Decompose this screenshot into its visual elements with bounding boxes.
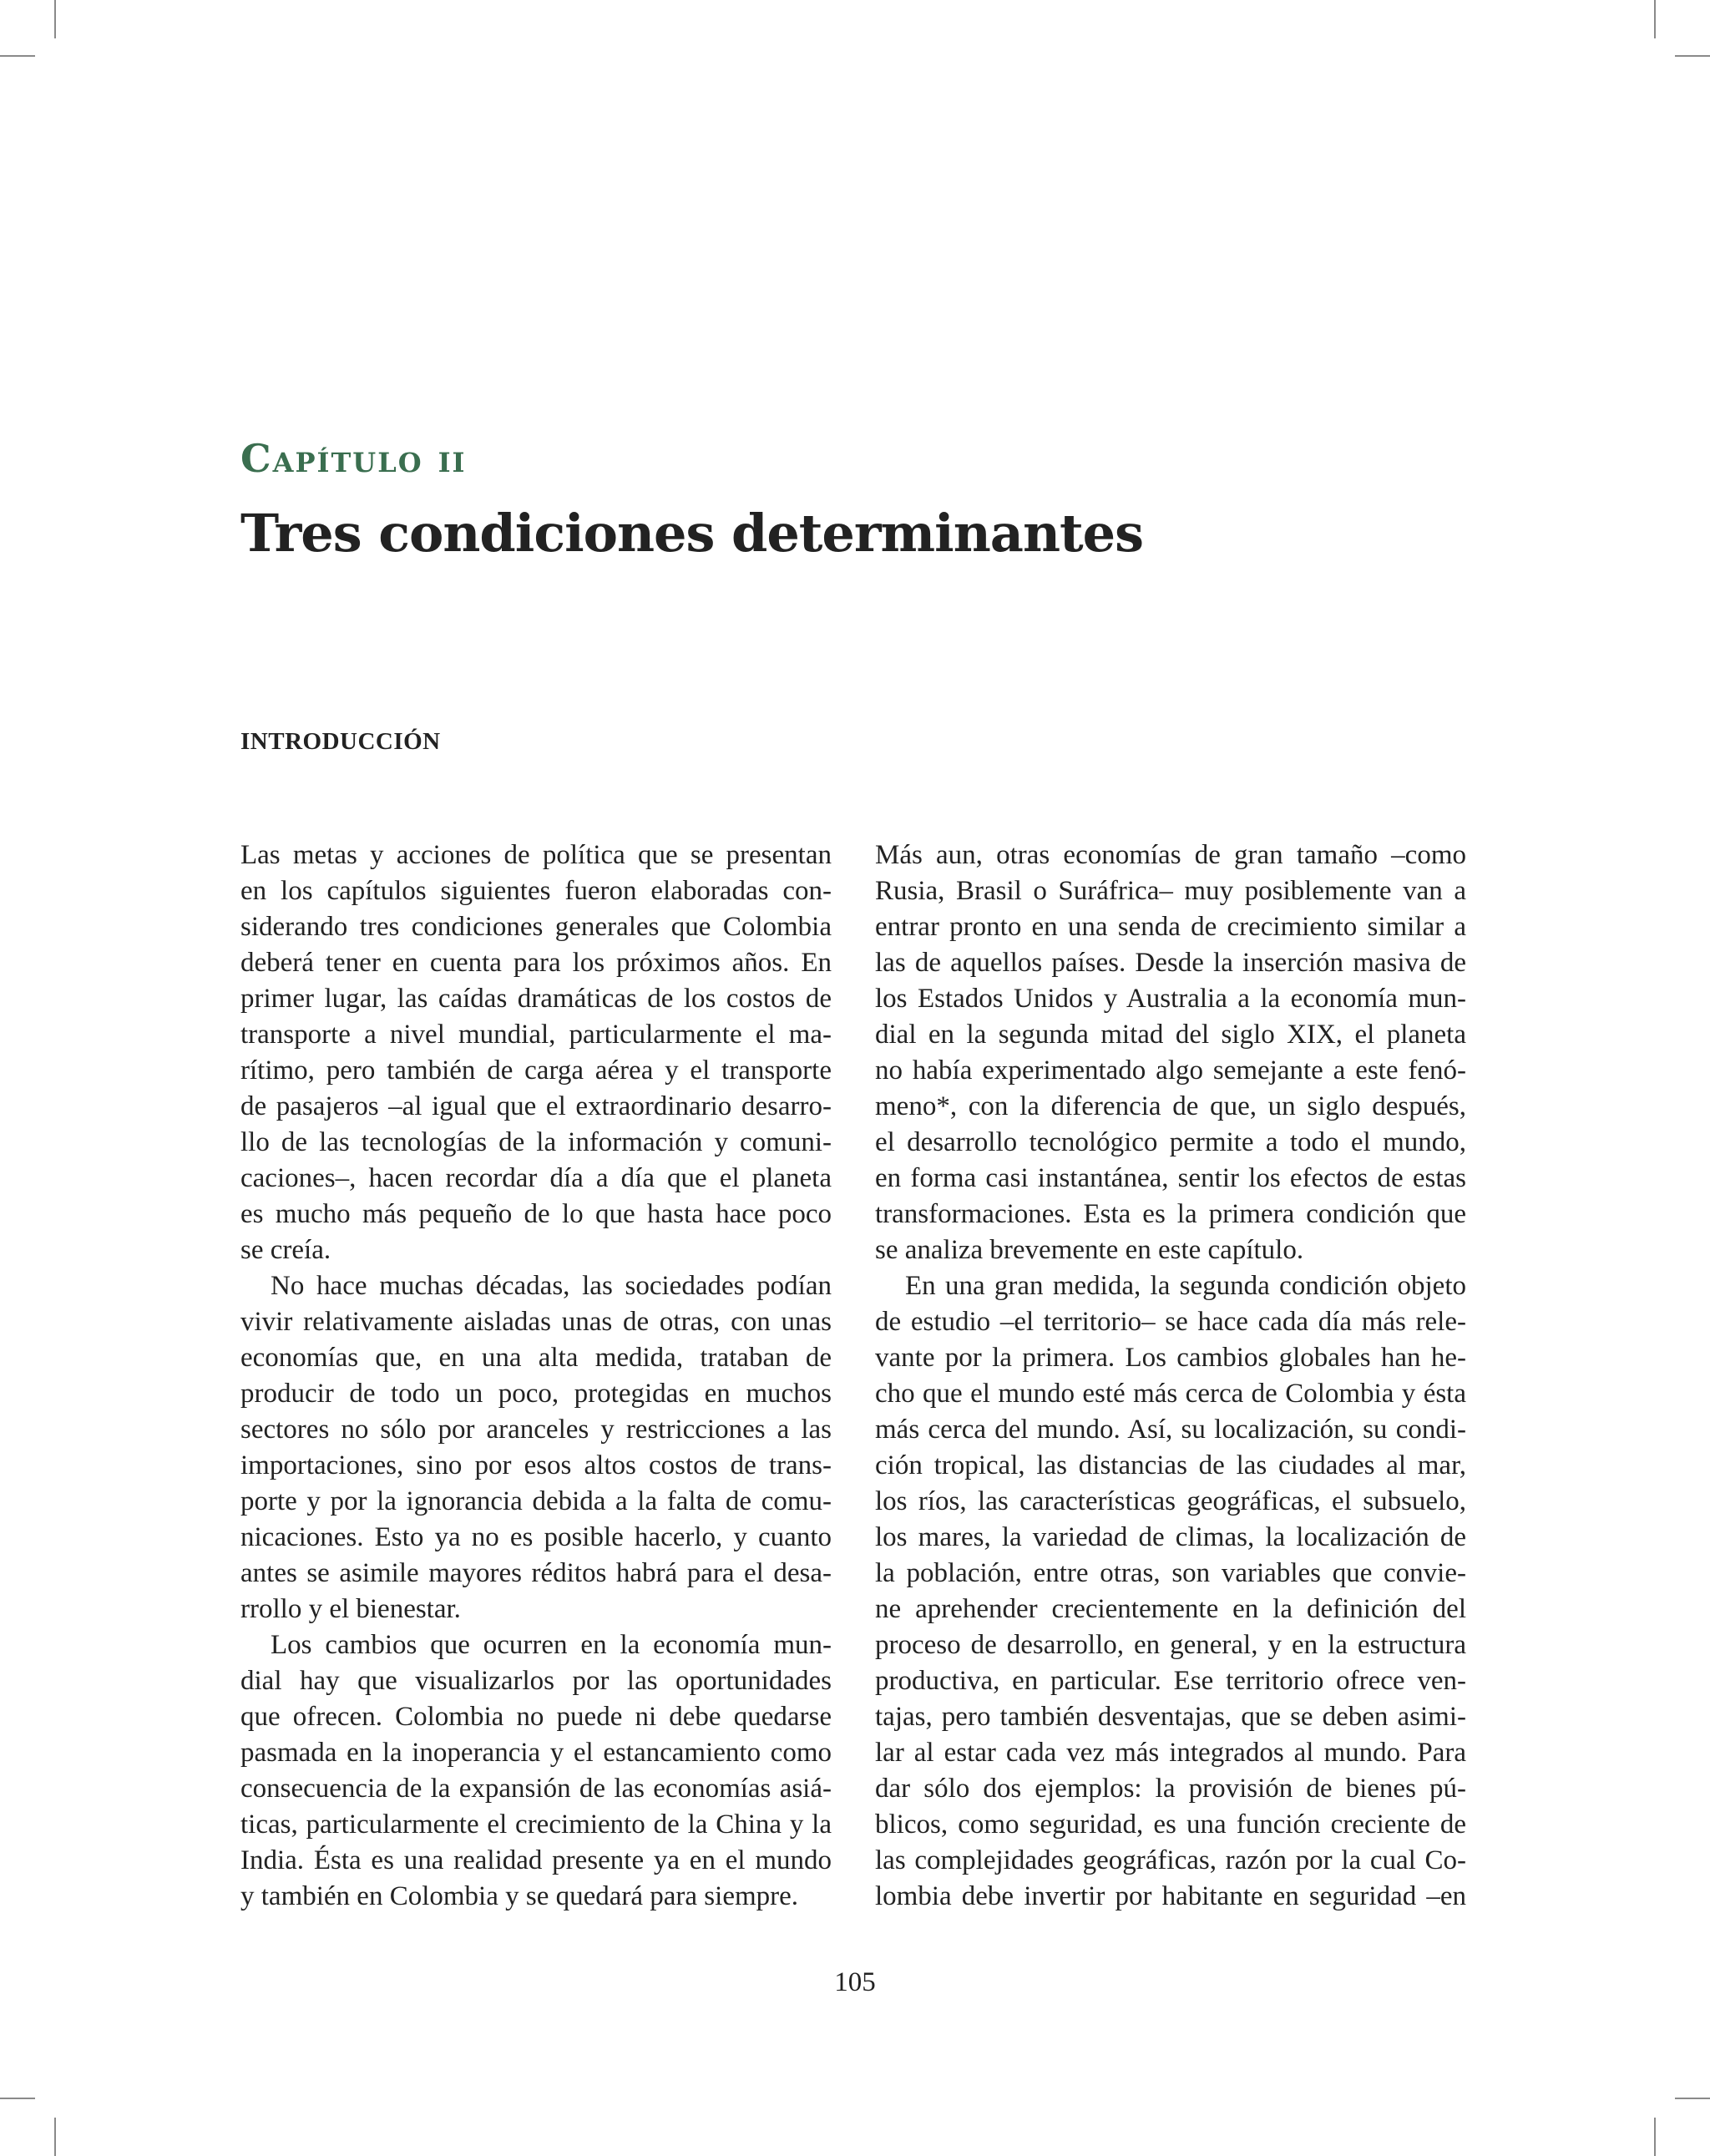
- right-column: [875, 838, 1466, 1915]
- text-line: Rusia, Brasil o Suráfrica– muy posiblemente van a: [875, 876, 1466, 906]
- text-line: primer lugar, las caídas dramáticas de los costos de: [240, 984, 832, 1014]
- text-line: dial en la segunda mitad del siglo XIX, el planeta: [875, 1020, 1466, 1050]
- text-line: más cerca del mundo. Así, su localización, su condi-: [875, 1415, 1466, 1445]
- text-line: se analiza brevemente en este capítulo.: [875, 1235, 1304, 1265]
- text-line: meno*, con la diferencia de que, un siglo después,: [875, 1091, 1466, 1121]
- crop-mark-bottom-left-h: [0, 2098, 35, 2099]
- text-line: vivir relativamente aisladas unas de otras, con unas: [240, 1307, 832, 1337]
- text-line: siderando tres condiciones generales que Colombia: [240, 912, 832, 942]
- chapter-title: Tres condiciones determinantes: [240, 503, 1144, 564]
- text-line: lombia debe invertir por habitante en seguridad –en: [875, 1881, 1466, 1911]
- text-line: sectores no sólo por aranceles y restricciones a las: [240, 1415, 832, 1445]
- crop-mark-top-right-h: [1675, 55, 1710, 57]
- text-line: dial hay que visualizarlos por las oportunidades: [240, 1666, 832, 1696]
- text-line: las complejidades geográficas, razón por la cual Co-: [875, 1845, 1466, 1875]
- text-line: es mucho más pequeño de lo que hasta hace poco: [240, 1199, 832, 1229]
- text-line: que ofrecen. Colombia no puede ni debe quedarse: [240, 1702, 832, 1732]
- text-line: de pasajeros –al igual que el extraordinario desarro-: [240, 1091, 832, 1121]
- text-line: Los cambios que ocurren en la economía mun-: [271, 1630, 832, 1660]
- text-line: porte y por la ignorancia debida a la falta de comu-: [240, 1486, 832, 1516]
- text-line: vante por la primera. Los cambios globales han he-: [875, 1343, 1466, 1373]
- text-line: se creía.: [240, 1235, 331, 1265]
- crop-mark-top-right: [1654, 0, 1656, 38]
- text-line: producir de todo un poco, protegidas en muchos: [240, 1379, 832, 1409]
- crop-mark-bottom-right-h: [1675, 2098, 1710, 2099]
- text-line: la población, entre otras, son variables que convie-: [875, 1558, 1466, 1588]
- text-line: de estudio –el territorio– se hace cada día más rele-: [875, 1307, 1466, 1337]
- text-line: caciones–, hacen recordar día a día que el planeta: [240, 1163, 832, 1193]
- left-column: [240, 838, 832, 1915]
- text-line: nicaciones. Esto ya no es posible hacerlo, y cuanto: [240, 1522, 832, 1552]
- text-line: deberá tener en cuenta para los próximos años. En: [240, 948, 832, 978]
- text-line: tajas, pero también desventajas, que se deben asimi-: [875, 1702, 1466, 1732]
- text-line: cho que el mundo esté más cerca de Colombia y ésta: [875, 1379, 1466, 1409]
- text-line: pasmada en la inoperancia y el estancamiento como: [240, 1738, 832, 1768]
- text-line: India. Ésta es una realidad presente ya en el mundo: [240, 1845, 832, 1875]
- text-line: en forma casi instantánea, sentir los efectos de estas: [875, 1163, 1466, 1193]
- chapter-label: Capítulo ii: [240, 436, 467, 481]
- text-line: blicos, como seguridad, es una función creciente de: [875, 1809, 1466, 1840]
- text-line: lar al estar cada vez más integrados al mundo. Para: [875, 1738, 1466, 1768]
- text-line: consecuencia de la expansión de las economías asiá-: [240, 1774, 832, 1804]
- text-line: los Estados Unidos y Australia a la economía mun-: [875, 984, 1466, 1014]
- section-heading: INTRODUCCIÓN: [240, 728, 441, 755]
- text-line: En una gran medida, la segunda condición objeto: [905, 1271, 1466, 1301]
- text-line: Más aun, otras economías de gran tamaño –como: [875, 840, 1466, 870]
- text-line: y también en Colombia y se quedará para siempre.: [240, 1881, 799, 1911]
- text-line: en los capítulos siguientes fueron elaboradas con-: [240, 876, 832, 906]
- text-line: No hace muchas décadas, las sociedades podían: [271, 1271, 832, 1301]
- text-line: transporte a nivel mundial, particularmente el ma-: [240, 1020, 832, 1050]
- text-line: antes se asimile mayores réditos habrá para el desa-: [240, 1558, 832, 1588]
- page-number: 105: [834, 1967, 876, 1997]
- crop-mark-top-left: [54, 0, 56, 38]
- crop-mark-bottom-right: [1654, 2118, 1656, 2156]
- text-line: no había experimentado algo semejante a este fenó-: [875, 1055, 1466, 1086]
- text-line: rrollo y el bienestar.: [240, 1594, 461, 1624]
- text-line: proceso de desarrollo, en general, y en la estructura: [875, 1630, 1466, 1660]
- text-line: ción tropical, las distancias de las ciudades al mar,: [875, 1450, 1466, 1480]
- text-line: el desarrollo tecnológico permite a todo el mundo,: [875, 1127, 1466, 1157]
- text-line: entrar pronto en una senda de crecimiento similar a: [875, 912, 1466, 942]
- text-line: los ríos, las características geográficas, el subsuelo,: [875, 1486, 1466, 1516]
- crop-mark-bottom-left: [54, 2118, 56, 2156]
- text-line: Las metas y acciones de política que se presentan: [240, 840, 832, 870]
- text-line: dar sólo dos ejemplos: la provisión de bienes pú-: [875, 1774, 1466, 1804]
- crop-mark-top-left-h: [0, 55, 35, 57]
- text-line: transformaciones. Esta es la primera condición que: [875, 1199, 1466, 1229]
- text-line: ne aprehender crecientemente en la definición del: [875, 1594, 1466, 1624]
- text-line: economías que, en una alta medida, trataban de: [240, 1343, 832, 1373]
- text-line: ticas, particularmente el crecimiento de la China y la: [240, 1809, 832, 1840]
- text-line: llo de las tecnologías de la información y comuni-: [240, 1127, 832, 1157]
- text-line: importaciones, sino por esos altos costos de trans-: [240, 1450, 832, 1480]
- text-line: los mares, la variedad de climas, la localización de: [875, 1522, 1466, 1552]
- text-line: las de aquellos países. Desde la inserción masiva de: [875, 948, 1466, 978]
- text-line: productiva, en particular. Ese territorio ofrece ven-: [875, 1666, 1466, 1696]
- text-line: rítimo, pero también de carga aérea y el transporte: [240, 1055, 832, 1086]
